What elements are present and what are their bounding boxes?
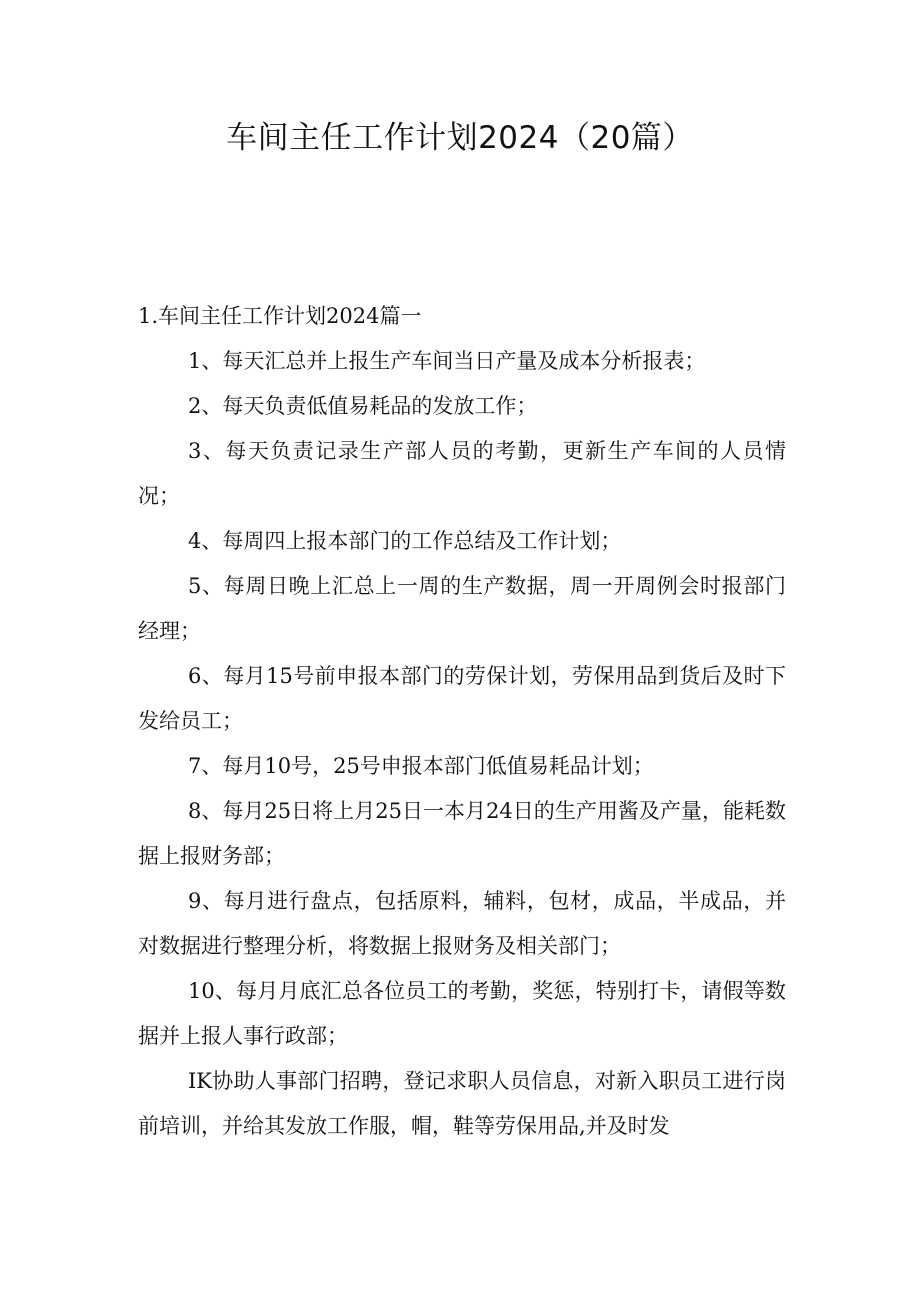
document-title: 车间主任工作计划2024（20篇）: [226, 120, 694, 156]
paragraph-9: 9、每月进行盘点，包括原料，辅料，包材，成品，半成品，并对数据进行整理分析，将数据上报财务及相关部门；: [138, 889, 786, 958]
paragraph-10: 10、每月月底汇总各位员工的考勤，奖惩，特别打卡，请假等数据并上报人事行政部；: [138, 979, 786, 1048]
paragraph-2: 2、每天负责低值易耗品的发放工作；: [188, 394, 538, 418]
paragraph-3: 3、每天负责记录生产部人员的考勤，更新生产车间的人员情况；: [138, 439, 786, 508]
paragraph-7: 7、每月10号，25号申报本部门低值易耗品计划；: [188, 754, 654, 778]
paragraph-5: 5、每周日晚上汇总上一周的生产数据，周一开周例会时报部门经理；: [138, 574, 786, 643]
paragraph-1: 1、每天汇总并上报生产车间当日产量及成本分析报表；: [188, 349, 706, 373]
paragraph-8: 8、每月25日将上月25日一本月24日的生产用酱及产量，能耗数据上报财务部；: [138, 799, 786, 868]
paragraph-6: 6、每月15号前申报本部门的劳保计划，劳保用品到货后及时下发给员工；: [138, 664, 786, 733]
section-heading: 1.车间主任工作计划2024篇一: [138, 304, 422, 328]
paragraph-4: 4、每周四上报本部门的工作总结及工作计划；: [188, 529, 622, 553]
document-body: [138, 294, 786, 1149]
paragraph-11: IK协助人事部门招聘，登记求职人员信息，对新入职员工进行岗前培训，并给其发放工作服，帽，鞋等劳保用品,并及时发: [138, 1069, 786, 1138]
